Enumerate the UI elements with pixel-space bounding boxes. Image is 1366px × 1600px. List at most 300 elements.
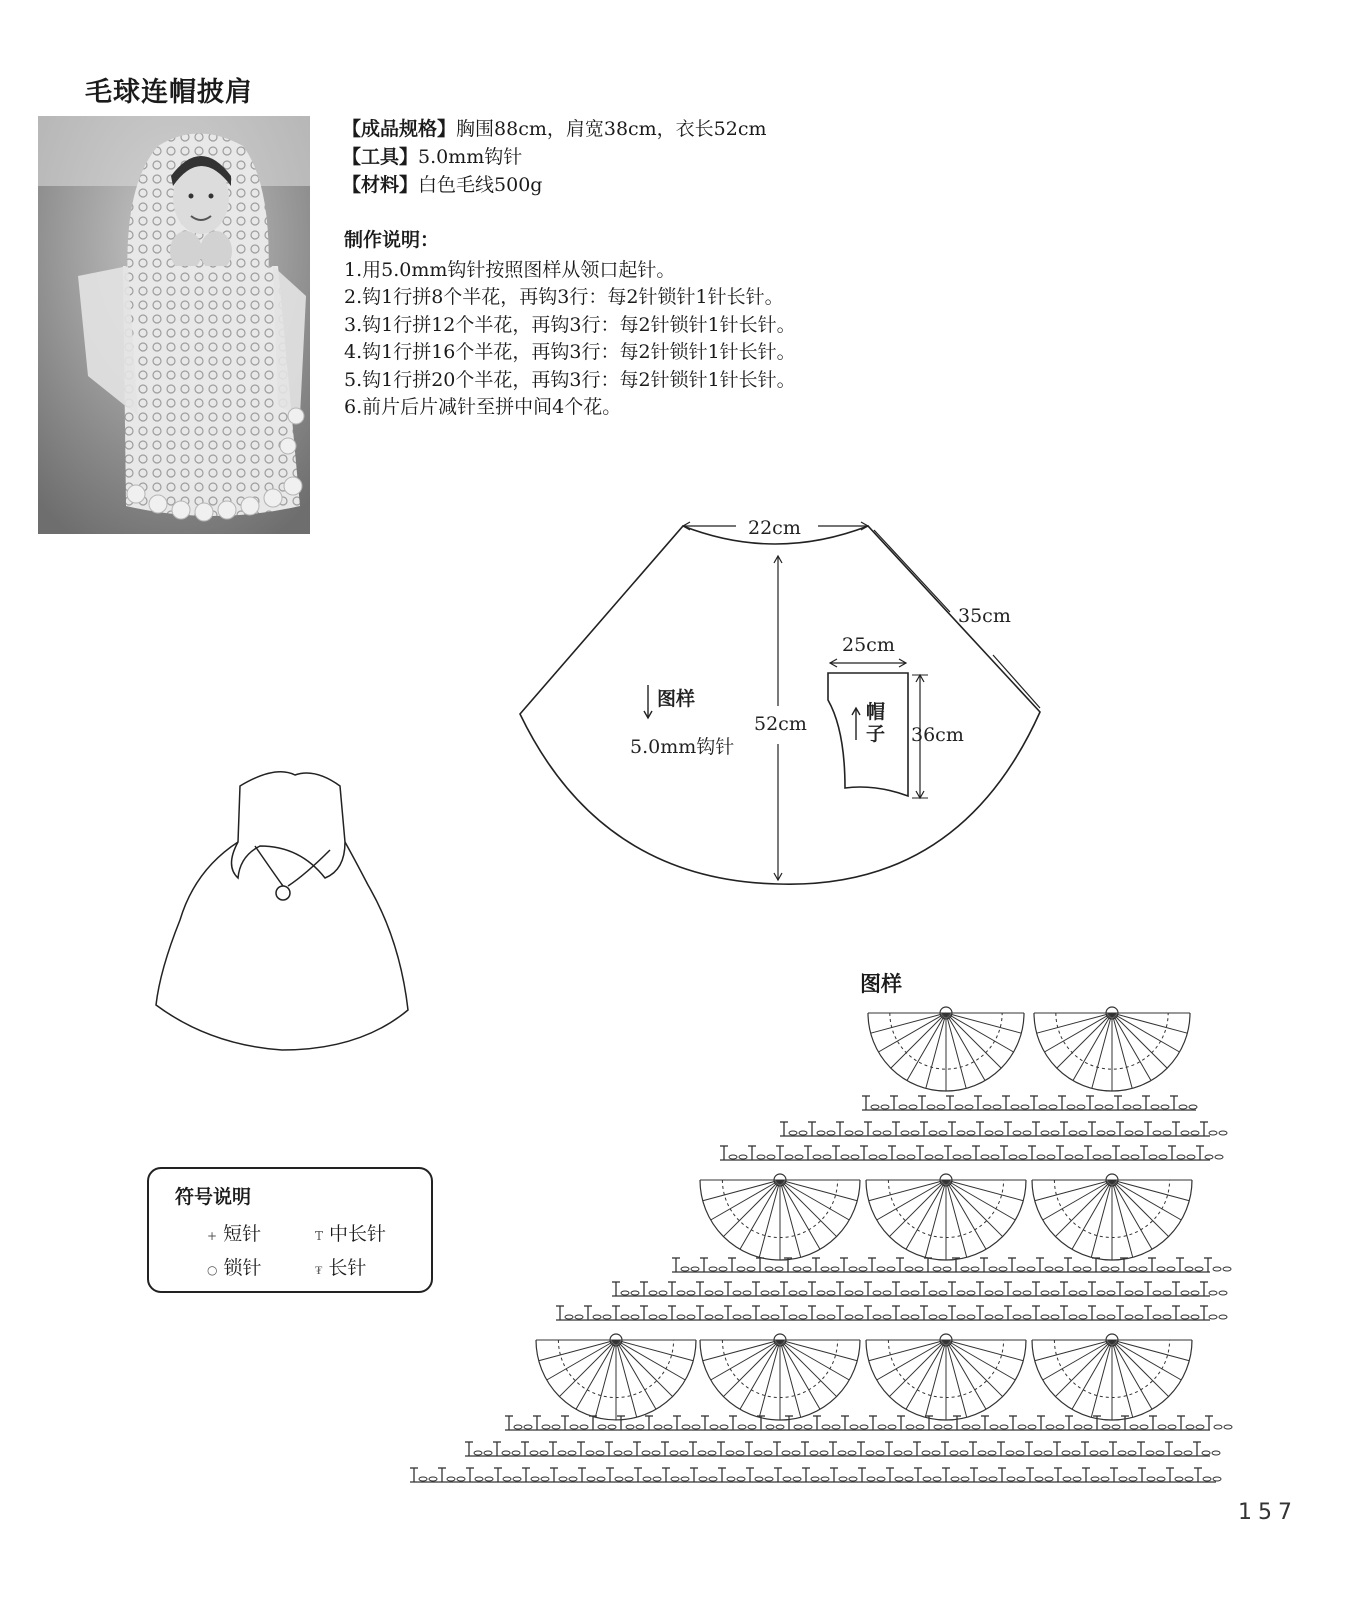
stitch-chain xyxy=(681,1267,689,1271)
stitch-chain xyxy=(1034,1451,1042,1455)
stitch-chain xyxy=(1055,1267,1063,1271)
stitch-chain xyxy=(955,1105,963,1109)
stitch-chain xyxy=(1017,1267,1025,1271)
stitch-chain xyxy=(568,1451,576,1455)
instruction-step: 1.用5.0mm钩针按照图样从领口起针。 xyxy=(344,258,676,281)
stitch-chain xyxy=(999,1267,1007,1271)
instructions-heading: 制作说明： xyxy=(344,229,440,251)
hood-label-1: 帽 xyxy=(866,701,886,723)
stitch-chain xyxy=(911,1315,919,1319)
stitch-chain xyxy=(1129,1477,1137,1481)
stitch-fan-spoke xyxy=(925,1180,946,1257)
shoulder-slope-label: 35cm xyxy=(958,605,1011,627)
neck-width-label: 22cm xyxy=(748,517,801,539)
stitch-chain xyxy=(895,1477,903,1481)
stitch-chain xyxy=(1168,1425,1176,1429)
stitch-chain xyxy=(1181,1315,1189,1319)
stitch-chain xyxy=(1084,1425,1092,1429)
stitch-chain xyxy=(631,1315,639,1319)
stitch-chain xyxy=(939,1315,947,1319)
stitch-chain xyxy=(593,1315,601,1319)
stitch-chain xyxy=(586,1451,594,1455)
stitch-chain xyxy=(783,1477,791,1481)
stitch-chain xyxy=(737,1477,745,1481)
stitch-chain xyxy=(965,1105,973,1109)
stitch-chain xyxy=(1101,1477,1109,1481)
stitch-chain xyxy=(1185,1267,1193,1271)
stitch-chain xyxy=(963,1155,971,1159)
stitch-chain xyxy=(995,1291,1003,1295)
stitch-chain xyxy=(993,1105,1001,1109)
stitch-chain xyxy=(883,1291,891,1295)
stitch-chain xyxy=(1103,1155,1111,1159)
stitch-chain xyxy=(904,1451,912,1455)
stitch-chain xyxy=(873,1131,881,1135)
stitch-chain xyxy=(642,1451,650,1455)
stitch-chain xyxy=(1149,1155,1157,1159)
length-label: 52cm xyxy=(754,713,807,735)
stitch-chain xyxy=(1051,1315,1059,1319)
stitch-chain xyxy=(866,1451,874,1455)
stitch-chain xyxy=(883,1315,891,1319)
stitch-fan-spoke xyxy=(1112,1013,1132,1088)
stitch-chain xyxy=(575,1315,583,1319)
stitch-chain xyxy=(1027,1267,1035,1271)
stitch-chain xyxy=(943,1267,951,1271)
stitch-chain xyxy=(1047,1155,1055,1159)
stitch-chain xyxy=(1017,1477,1025,1481)
stitch-chain xyxy=(1112,1425,1120,1429)
stitch-chain xyxy=(542,1425,550,1429)
stitch-chain xyxy=(989,1267,997,1271)
stitch-chain xyxy=(621,1291,629,1295)
stitch-chain xyxy=(1051,1291,1059,1295)
instruction-step: 5.钩1行拼20个半花，再钩3行：每2针锁针1针长针。 xyxy=(344,368,796,391)
stitch-chain xyxy=(789,1131,797,1135)
stitch-chain xyxy=(915,1267,923,1271)
stitch-chain xyxy=(789,1315,797,1319)
stitch-fan-spoke xyxy=(539,1340,616,1361)
stitch-fan-spoke xyxy=(703,1340,780,1361)
stitch-chain xyxy=(615,1477,623,1481)
stitch-chain xyxy=(743,1315,751,1319)
stitch-chain xyxy=(761,1291,769,1295)
stitch-chain xyxy=(793,1267,801,1271)
page-title: 毛球连帽披肩 xyxy=(85,77,253,108)
stitch-chain xyxy=(937,1105,945,1109)
stitch-chain xyxy=(719,1267,727,1271)
stitch-chain xyxy=(552,1425,560,1429)
stitch-chain xyxy=(743,1291,751,1295)
stitch-chain xyxy=(1179,1105,1187,1109)
legend-item-double-crochet: ₮ 长针 xyxy=(315,1257,367,1279)
stitch-chain xyxy=(867,1477,875,1481)
stitch-chain xyxy=(1049,1105,1057,1109)
stitch-chain xyxy=(1146,1451,1154,1455)
stitch-chain xyxy=(922,1451,930,1455)
stitch-chain xyxy=(935,1155,943,1159)
stitch-chain xyxy=(827,1291,835,1295)
stitch-chain xyxy=(540,1451,548,1455)
stitch-chain xyxy=(894,1451,902,1455)
stitch-fan-spoke xyxy=(1091,1180,1112,1257)
stitch-chain xyxy=(901,1291,909,1295)
stitch-chain xyxy=(792,1451,800,1455)
stitch-chain xyxy=(659,1291,667,1295)
stitch-chain xyxy=(939,1291,947,1295)
stitch-chain xyxy=(1107,1131,1115,1135)
stitch-chain xyxy=(1153,1131,1161,1135)
stitch-chain xyxy=(1019,1155,1027,1159)
stitch-chain xyxy=(1195,1267,1203,1271)
stitch-chain xyxy=(1021,1105,1029,1109)
stitch-chain xyxy=(419,1477,427,1481)
stitch-fan-spoke xyxy=(946,1340,1023,1361)
stitch-chain xyxy=(929,1315,937,1319)
stitch-chain xyxy=(1105,1105,1113,1109)
stitch-chain xyxy=(1041,1131,1049,1135)
stitch-chain xyxy=(789,1291,797,1295)
stitch-chain xyxy=(793,1477,801,1481)
stitch-chain xyxy=(803,1267,811,1271)
stitch-chain xyxy=(1181,1291,1189,1295)
stitch-chain xyxy=(1102,1425,1110,1429)
stitch-chain xyxy=(1111,1267,1119,1271)
stitch-chain xyxy=(961,1477,969,1481)
stitch-chain xyxy=(851,1155,859,1159)
stitch-chain xyxy=(748,1425,756,1429)
stitch-chain xyxy=(1044,1451,1052,1455)
stitch-chain xyxy=(1129,1267,1137,1271)
stitch-chain xyxy=(1212,1451,1220,1455)
stitch-chain xyxy=(1187,1155,1195,1159)
stitch-fan-spoke xyxy=(946,1013,966,1088)
stitch-chain xyxy=(1184,1451,1192,1455)
stitch-chain xyxy=(1062,1451,1070,1455)
stitch-chain xyxy=(776,1425,784,1429)
stitch-chain xyxy=(869,1155,877,1159)
stitch-chain xyxy=(1074,1425,1082,1429)
stitch-chain xyxy=(1007,1477,1015,1481)
stitch-chain xyxy=(1209,1131,1217,1135)
stitch-chain xyxy=(905,1477,913,1481)
stitch-chain xyxy=(1185,1477,1193,1481)
stitch-chain xyxy=(1153,1315,1161,1319)
stitch-chain xyxy=(1130,1425,1138,1429)
stitch-fan-spoke xyxy=(946,1340,967,1417)
stitch-chain xyxy=(839,1477,847,1481)
stitch-chain xyxy=(820,1451,828,1455)
stitch-fan-spoke xyxy=(871,1013,946,1033)
stitch-chain xyxy=(927,1105,935,1109)
stitch-fan-spoke xyxy=(759,1180,780,1257)
stitch-chain xyxy=(1121,1155,1129,1159)
stitch-chain xyxy=(1174,1451,1182,1455)
stitch-chain xyxy=(514,1425,522,1429)
stitch-chain xyxy=(692,1425,700,1429)
stitch-chain xyxy=(705,1291,713,1295)
spec-material: 【材料】白色毛线500g xyxy=(342,174,543,196)
stitch-chain xyxy=(832,1425,840,1429)
stitch-chain xyxy=(838,1451,846,1455)
stitch-chain xyxy=(739,1155,747,1159)
stitch-chain xyxy=(1175,1477,1183,1481)
stitch-chain xyxy=(643,1477,651,1481)
stitch-chain xyxy=(1223,1267,1231,1271)
stitch-fan-spoke xyxy=(1092,1013,1112,1088)
stitch-chain xyxy=(877,1267,885,1271)
stitch-chain xyxy=(608,1425,616,1429)
stitch-chain xyxy=(733,1315,741,1319)
stitch-fan-spoke xyxy=(869,1340,946,1361)
stitch-chain xyxy=(813,1155,821,1159)
stitch-chain xyxy=(1013,1291,1021,1295)
stitch-chain xyxy=(625,1477,633,1481)
stitch-chain xyxy=(1107,1315,1115,1319)
stitch-chain xyxy=(850,1425,858,1429)
stitch-chain xyxy=(799,1315,807,1319)
stitch-chain xyxy=(1000,1425,1008,1429)
stitch-chain xyxy=(794,1425,802,1429)
stitch-chain xyxy=(1069,1315,1077,1319)
stitch-chain xyxy=(1023,1131,1031,1135)
stitch-chain xyxy=(680,1451,688,1455)
stitch-chain xyxy=(1140,1425,1148,1429)
stitch-fan-spoke xyxy=(595,1340,616,1417)
stitch-chain xyxy=(855,1131,863,1135)
hook-label: 5.0mm钩针 xyxy=(630,736,735,758)
stitch-chain xyxy=(670,1451,678,1455)
stitch-chain xyxy=(1028,1425,1036,1429)
stitch-chain xyxy=(799,1131,807,1135)
stitch-chain xyxy=(909,1105,917,1109)
stitch-chain xyxy=(764,1451,772,1455)
stitch-chain xyxy=(990,1425,998,1429)
stitch-chain xyxy=(1191,1131,1199,1135)
stitch-chain xyxy=(1041,1315,1049,1319)
stitch-chain xyxy=(939,1131,947,1135)
stitch-chain xyxy=(817,1291,825,1295)
stitch-fan-spoke xyxy=(946,1180,1023,1201)
stitch-chain xyxy=(1067,1105,1075,1109)
stitch-chain xyxy=(736,1451,744,1455)
stitch-chain xyxy=(1153,1291,1161,1295)
stitch-chain xyxy=(614,1451,622,1455)
stitch-chain xyxy=(934,1425,942,1429)
stitch-chain xyxy=(817,1315,825,1319)
stitch-chain xyxy=(1079,1131,1087,1135)
stitch-chain xyxy=(929,1131,937,1135)
stitch-chain xyxy=(799,1291,807,1295)
stitch-fan-spoke xyxy=(759,1340,780,1417)
stitch-fan-spoke xyxy=(1112,1180,1189,1201)
stitch-chain xyxy=(1097,1291,1105,1295)
stitch-chain xyxy=(1219,1315,1227,1319)
stitch-chain xyxy=(1013,1131,1021,1135)
stitch-chain xyxy=(1118,1451,1126,1455)
stitch-chain xyxy=(871,1105,879,1109)
stitch-chain xyxy=(1202,1451,1210,1455)
stitch-chain xyxy=(530,1451,538,1455)
stitch-chain xyxy=(1224,1425,1232,1429)
stitch-chain xyxy=(1125,1315,1133,1319)
stitch-chain xyxy=(513,1477,521,1481)
stitch-chain xyxy=(1009,1155,1017,1159)
stitch-chain xyxy=(1011,1105,1019,1109)
stitch-chain xyxy=(1186,1425,1194,1429)
stitch-chain xyxy=(1167,1267,1175,1271)
stitch-chain xyxy=(849,1477,857,1481)
stitch-chain xyxy=(1039,1105,1047,1109)
stitch-chain xyxy=(897,1155,905,1159)
stitch-chain xyxy=(961,1267,969,1271)
stitch-chain xyxy=(733,1291,741,1295)
stitch-chain xyxy=(1156,1451,1164,1455)
stitch-chain xyxy=(621,1315,629,1319)
stitch-fan-spoke xyxy=(1112,1340,1189,1361)
stitch-chain xyxy=(1177,1155,1185,1159)
stitch-chain xyxy=(1135,1291,1143,1295)
stitch-chain xyxy=(677,1315,685,1319)
stitch-chain xyxy=(953,1155,961,1159)
stitch-chain xyxy=(485,1477,493,1481)
stitch-chain xyxy=(1107,1291,1115,1295)
stitch-chain xyxy=(979,1477,987,1481)
instruction-step: 6.前片后片减针至拼中间4个花。 xyxy=(344,396,622,418)
stitch-chain xyxy=(677,1291,685,1295)
stitch-chain xyxy=(811,1477,819,1481)
stitch-chain xyxy=(1214,1425,1222,1429)
stitch-chain xyxy=(708,1451,716,1455)
stitch-chain xyxy=(916,1425,924,1429)
stitch-chain xyxy=(1046,1425,1054,1429)
stitch-chain xyxy=(1159,1155,1167,1159)
stitch-chain xyxy=(888,1425,896,1429)
stitch-chain xyxy=(1125,1291,1133,1295)
stitch-chain xyxy=(649,1291,657,1295)
stitch-chain xyxy=(972,1425,980,1429)
stitch-chain xyxy=(1163,1315,1171,1319)
stitch-chain xyxy=(991,1155,999,1159)
stitch-chain xyxy=(821,1477,829,1481)
stitch-chain xyxy=(1095,1105,1103,1109)
stitch-chain xyxy=(1018,1425,1026,1429)
stitch-chain xyxy=(624,1451,632,1455)
stitch-chain xyxy=(474,1451,482,1455)
stitch-fan-spoke xyxy=(1035,1340,1112,1361)
stitch-chain xyxy=(597,1477,605,1481)
stitch-chain xyxy=(1128,1451,1136,1455)
stitch-chain xyxy=(502,1451,510,1455)
stitch-chain xyxy=(524,1425,532,1429)
stitch-fan-spoke xyxy=(780,1180,801,1257)
stitch-chain xyxy=(687,1315,695,1319)
stitch-chain xyxy=(827,1131,835,1135)
stitch-chain xyxy=(1203,1477,1211,1481)
stitch-chain xyxy=(1056,1425,1064,1429)
stitch-chain xyxy=(873,1315,881,1319)
stitch-chain xyxy=(1219,1291,1227,1295)
stitch-chain xyxy=(845,1291,853,1295)
stitch-chain xyxy=(1035,1477,1043,1481)
stitch-chain xyxy=(879,1155,887,1159)
instruction-step: 2.钩1行拼8个半花，再钩3行：每2针锁针1针长针。 xyxy=(344,286,784,308)
legend-title: 符号说明 xyxy=(175,1186,252,1208)
stitch-chain xyxy=(1037,1155,1045,1159)
stitch-chain xyxy=(859,1267,867,1271)
stitch-chain xyxy=(901,1131,909,1135)
stitch-chain xyxy=(1091,1477,1099,1481)
stitch-chain xyxy=(1041,1291,1049,1295)
legend-item-single-crochet: + 短针 xyxy=(207,1223,262,1245)
stitch-chain xyxy=(1069,1131,1077,1135)
stitch-chain xyxy=(709,1477,717,1481)
stitch-chain xyxy=(1158,1425,1166,1429)
stitch-chain xyxy=(559,1477,567,1481)
stitch-chain xyxy=(596,1451,604,1455)
stitch-chain xyxy=(570,1425,578,1429)
stitch-chain xyxy=(906,1425,914,1429)
stitch-fan-spoke xyxy=(1037,1013,1112,1033)
stitch-chain xyxy=(709,1267,717,1271)
stitch-chain xyxy=(855,1315,863,1319)
stitch-chain xyxy=(911,1131,919,1135)
stitch-chain xyxy=(855,1291,863,1295)
stitch-chain xyxy=(1205,1155,1213,1159)
stitch-chain xyxy=(905,1267,913,1271)
stitch-chain xyxy=(1097,1131,1105,1135)
stitch-chain xyxy=(569,1477,577,1481)
legend-item-chain: ○ 锁针 xyxy=(207,1257,262,1279)
stitch-chain xyxy=(755,1477,763,1481)
stitch-chain xyxy=(967,1291,975,1295)
stitch-chain xyxy=(899,1105,907,1109)
stitch-chain xyxy=(925,1155,933,1159)
stitch-fan-spoke xyxy=(946,1180,967,1257)
stitch-fan-spoke xyxy=(1035,1180,1112,1201)
stitch-chain xyxy=(757,1155,765,1159)
stitch-chain xyxy=(876,1451,884,1455)
stitch-chain xyxy=(933,1477,941,1481)
stitch-chain xyxy=(1077,1105,1085,1109)
stitch-chain xyxy=(580,1425,588,1429)
stitch-chain xyxy=(1209,1315,1217,1319)
stitch-chain xyxy=(821,1267,829,1271)
stitch-chain xyxy=(1133,1105,1141,1109)
stitch-chain xyxy=(1161,1105,1169,1109)
stitch-chain xyxy=(775,1267,783,1271)
stitch-fan-spoke xyxy=(925,1340,946,1417)
stitch-chain xyxy=(1135,1315,1143,1319)
stitch-chain xyxy=(860,1425,868,1429)
spec-size: 【成品规格】胸围88cm，肩宽38cm，衣长52cm xyxy=(342,118,767,140)
stitch-chain xyxy=(785,1155,793,1159)
stitch-chain xyxy=(726,1451,734,1455)
stitch-chain xyxy=(705,1315,713,1319)
stitch-fan-spoke xyxy=(1112,1340,1133,1417)
stitch-fan-spoke xyxy=(703,1180,780,1201)
stitch-chain xyxy=(587,1477,595,1481)
stitch-chain xyxy=(985,1131,993,1135)
stitch-chain xyxy=(754,1451,762,1455)
stitch-chain xyxy=(1093,1155,1101,1159)
stitch-chain xyxy=(957,1315,965,1319)
stitch-chain xyxy=(771,1291,779,1295)
stitch-chain xyxy=(654,1425,662,1429)
stitch-chain xyxy=(983,1105,991,1109)
stitch-chain xyxy=(1023,1291,1031,1295)
stitch-fan-spoke xyxy=(780,1340,857,1361)
